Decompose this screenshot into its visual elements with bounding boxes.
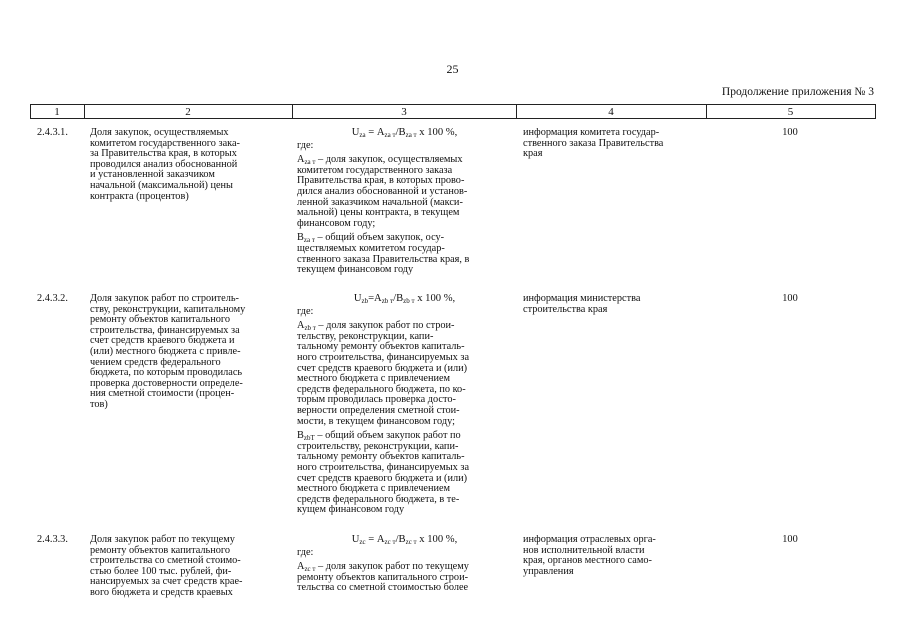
row-number: 2.4.3.1. [37,127,68,138]
target-value: 100 [782,127,798,138]
definition-a: $А_{zb т}$ – доля закупок работ по строи- тельству, реконструкции, капи- тальному ремонту объектов капиталь- ного строительства, финансируемых за счет средств краевого бюджета и (или) местного бюджета с привлечением средств федерального бюджета, по ко- торым проводилась проверка досто- верности определения сметной стои- мости, в текущем финансовом году; [297,320,470,427]
continuation-label: Продолжение приложения № 3 [721,86,874,98]
formula: $U_{zc} = А_{zc т}/В_{zc т}$ х 100 %, [351,534,458,546]
table-header-col-2: 2 [185,106,191,118]
definition-b: $В_{zbТ}$ – общий объем закупок работ по строительству, реконструкции, капи- тальному ремонту объектов капиталь- ного строительства, финансируемых за счет средств краевого бюджета и (или) местного бюджета с привлечением средств федерального бюджета, в те- кущем финансовом году [297,430,470,516]
definition-b: $В_{za т}$ – общий объем закупок, осу- ществляемых комитетом государ- ственного заказа Правительства края, в текущем финансовом году [297,232,470,276]
table-header-col-1: 1 [54,106,60,118]
page-number: 25 [446,62,459,76]
definition-a: $А_{za т}$ – доля закупок, осуществляемых комитетом государственного заказа Правительства края, в которых прово- дился анализ обоснованной и установ- ленной заказчиком начальной (макси- мальной) цены контракта, в текущем финансовом году; [297,154,468,229]
calculation-method [297,294,512,520]
target-value: 100 [782,293,798,304]
calculation-method [297,535,512,598]
definition-a: $А_{zc т}$ – доля закупок работ по текущему ремонту объектов капитального строи- тельства со сметной стоимостью более [297,561,469,594]
information-source: информация отраслевых орга- нов исполнительной власти края, органов местного само- управления [523,534,656,577]
row-number: 2.4.3.2. [37,293,68,304]
indicator-name: Доля закупок работ по текущему ремонту объектов капитального строительства со сметной стоимо- стью более 100 тыс. рублей, фи- нансируемых за счет средств крае- вого бюджета и средств краевых [90,534,243,598]
table-top-rule [30,104,876,105]
formula: $U_{za} = А_{za т}/В_{za т}$ х 100 %, [351,127,458,139]
table-header-col-5: 5 [787,106,794,118]
calculation-method [297,128,512,280]
table-header-col-3: 3 [401,106,407,118]
where-label: где: [297,305,314,317]
where-label: где: [297,139,314,151]
where-label: где: [297,546,314,558]
indicator-name: Доля закупок, осуществляемых комитетом государственного зака- за Правительства края, в которых проводился анализ обоснованной и установленной заказчиком начальной (максимальной) цены контракта (процентов) [90,127,240,202]
information-source: информация комитета государ- ственного заказа Правительства края [523,127,664,160]
table-border-right [875,104,876,118]
formula: $U_{zb}=А_{zb т}/В_{zb т}$ х 100 %, [353,293,456,305]
table-header-rule [30,118,876,119]
table-header-col-4: 4 [608,106,614,118]
row-number: 2.4.3.3. [37,534,68,545]
information-source: информация министерства строительства края [523,293,641,315]
target-value: 100 [782,534,798,545]
indicator-name: Доля закупок работ по строитель- ству, реконструкции, капитальному ремонту объектов капитального строительства, финансируемых за счет средств краевого бюджета и (или) местного бюджета с привле- чением средств федерального бюджета, по которым проводилась проверка достоверности определе- ния сметной стоимости (процен- тов) [90,293,246,410]
